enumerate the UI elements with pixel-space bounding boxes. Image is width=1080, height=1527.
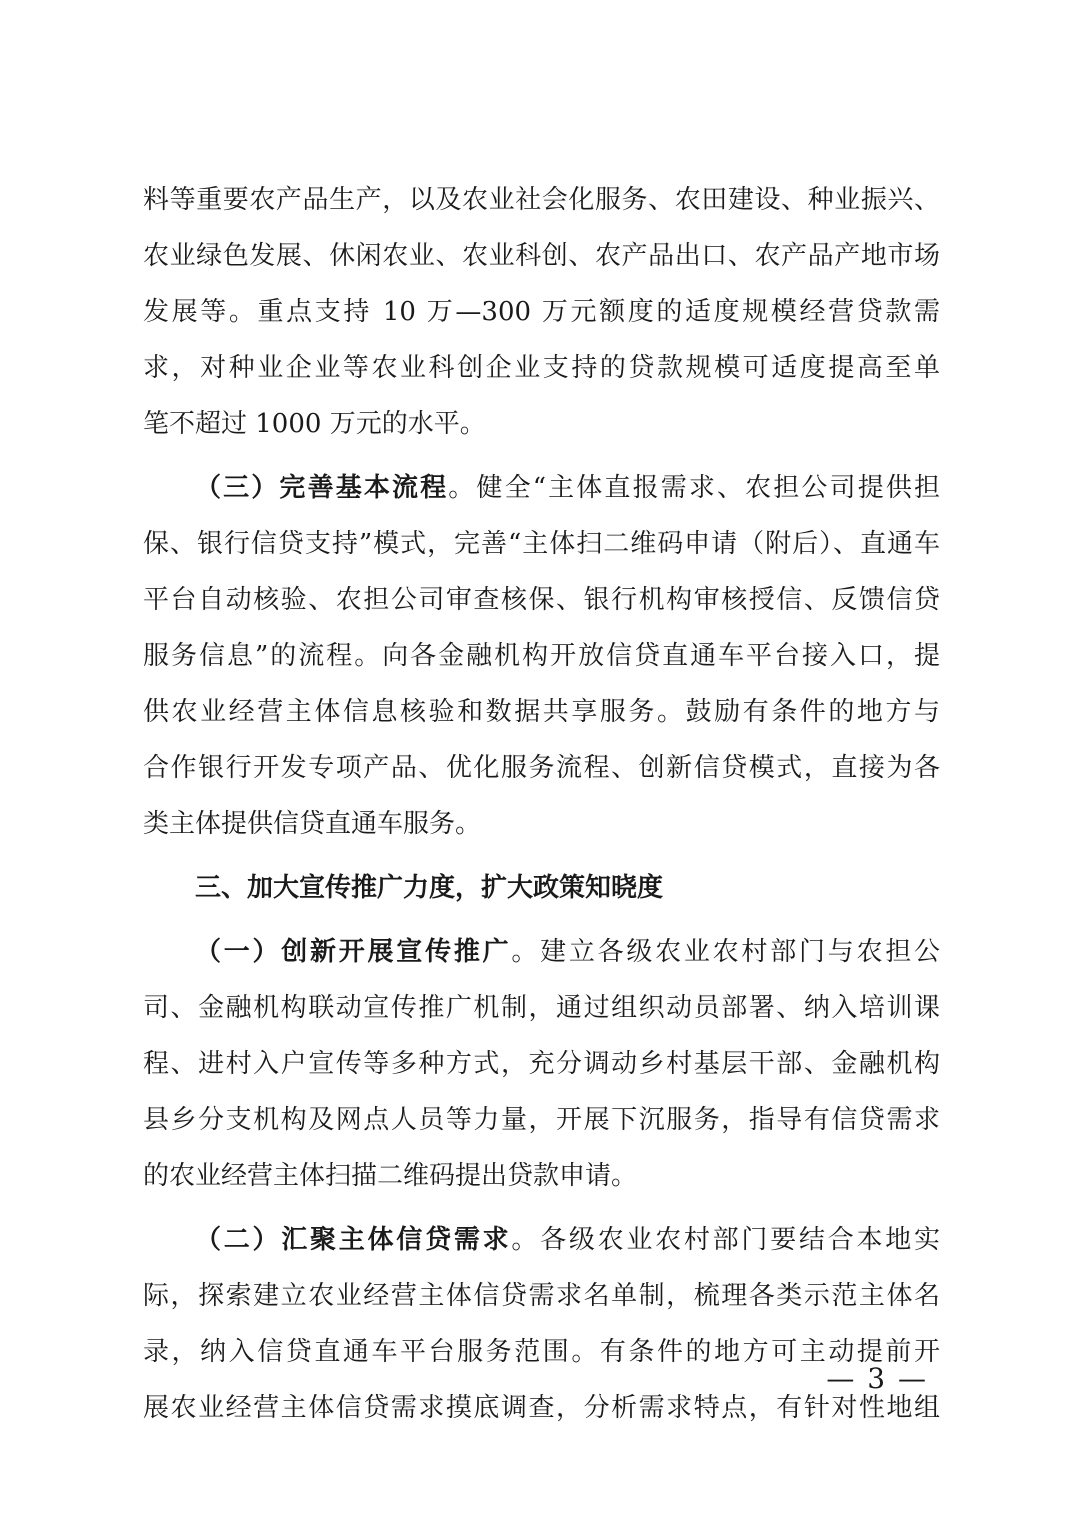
text-line: 农业绿色发展、休闲农业、农业科创、农产品出口、农产品产地市场 — [143, 241, 940, 271]
text-line: 展农业经营主体信贷需求摸底调查，分析需求特点，有针对性地组 — [143, 1393, 940, 1423]
text-line — [143, 924, 940, 980]
text-run: 。各级农业农村部门要结合本地实 — [511, 1225, 940, 1255]
subsection-heading: （一）创新开展宣传推广 — [195, 937, 512, 967]
text-line: 类主体提供信贷直通车服务。 — [143, 809, 482, 839]
text-line: 平台自动核验、农担公司审查核保、银行机构审核授信、反馈信贷 — [143, 585, 940, 615]
text-line — [143, 460, 940, 516]
text-line: 合作银行开发专项产品、优化服务流程、创新信贷模式，直接为各 — [143, 753, 940, 783]
subsection-heading: （三）完善基本流程 — [195, 473, 449, 503]
text-line: 笔不超过 1000 万元的水平。 — [143, 409, 486, 439]
text-line: 服务信息”的流程。向各金融机构开放信贷直通车平台接入口，提 — [143, 641, 940, 671]
text-line: 求，对种业企业等农业科创企业支持的贷款规模可适度提高至单 — [143, 353, 940, 383]
text-line — [143, 1212, 940, 1268]
text-line: 料等重要农产品生产，以及农业社会化服务、农田建设、种业振兴、 — [143, 185, 940, 215]
paragraph-2 — [143, 460, 940, 852]
text-line: 保、银行信贷支持”模式，完善“主体扫二维码申请（附后）、直通车 — [143, 529, 940, 559]
text-line: 录，纳入信贷直通车平台服务范围。有条件的地方可主动提前开 — [143, 1337, 940, 1367]
paragraph-3 — [143, 924, 940, 1204]
text-line: 县乡分支机构及网点人员等力量，开展下沉服务，指导有信贷需求 — [143, 1105, 940, 1135]
text-run: 。建立各级农业农村部门与农担公 — [511, 937, 940, 967]
subsection-heading: （二）汇聚主体信贷需求 — [195, 1225, 512, 1255]
text-line: 发展等。重点支持 10 万—300 万元额度的适度规模经营贷款需 — [143, 297, 940, 327]
text-line: 供农业经营主体信息核验和数据共享服务。鼓励有条件的地方与 — [143, 697, 940, 727]
paragraph-1 — [143, 172, 940, 452]
section-heading: 三、加大宣传推广力度，扩大政策知晓度 — [195, 873, 664, 903]
text-run: 。健全“主体直报需求、农担公司提供担 — [448, 473, 940, 503]
page-number: — 3 — — [826, 1362, 928, 1395]
text-line: 的农业经营主体扫描二维码提出贷款申请。 — [143, 1161, 638, 1191]
document-body — [143, 172, 940, 1436]
text-line: 际，探索建立农业经营主体信贷需求名单制，梳理各类示范主体名 — [143, 1281, 940, 1311]
text-line: 程、进村入户宣传等多种方式，充分调动乡村基层干部、金融机构 — [143, 1049, 940, 1079]
text-line: 司、金融机构联动宣传推广机制，通过组织动员部署、纳入培训课 — [143, 993, 940, 1023]
paragraph-4 — [143, 1212, 940, 1436]
